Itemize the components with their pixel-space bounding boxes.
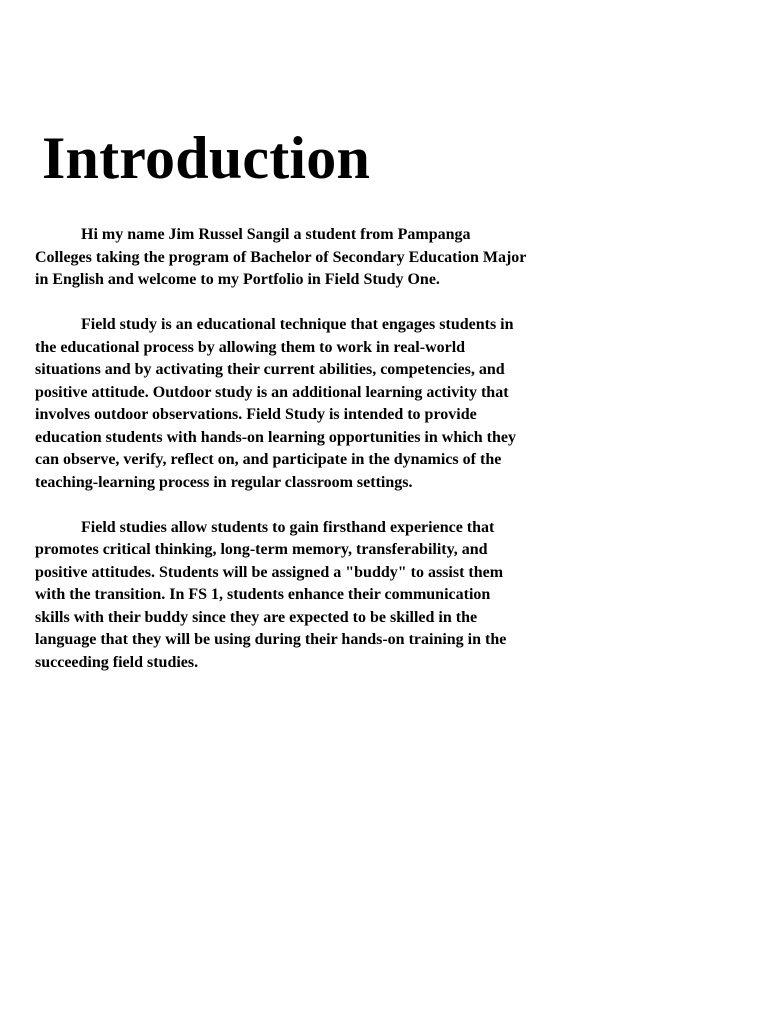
body-text — [35, 224, 527, 697]
paragraph-intro: Hi my name Jim Russel Sangil a student from Pampanga Colleges taking the program of Bachelor of Secondary Education Major in English and welcome to my Portfolio in Field Study One. — [35, 226, 527, 288]
page-title: Introduction — [42, 125, 371, 191]
paragraph-field-study-benefits: Field studies allow students to gain firsthand experience that promotes critical thinking, long-term memory, transferability, and positive attitudes. Students will be assigned a "buddy" to assist them with the transition. In FS 1, students enhance their communication skills with their buddy since they are expected to be skilled in the language that they will be using during their hands-on training in the succeeding field studies. — [35, 518, 507, 671]
paragraph-field-study-definition: Field study is an educational technique that engages students in the educational process by allowing them to work in real-world situations and by activating their current abilities, competencies, and positive attitude. Outdoor study is an additional learning activity that involves outdoor observations. Field Study is intended to provide education students with hands-on learning opportunities in which they can observe, verify, reflect on, and participate in the dynamics of the teaching-learning process in regular classroom settings. — [35, 316, 516, 491]
